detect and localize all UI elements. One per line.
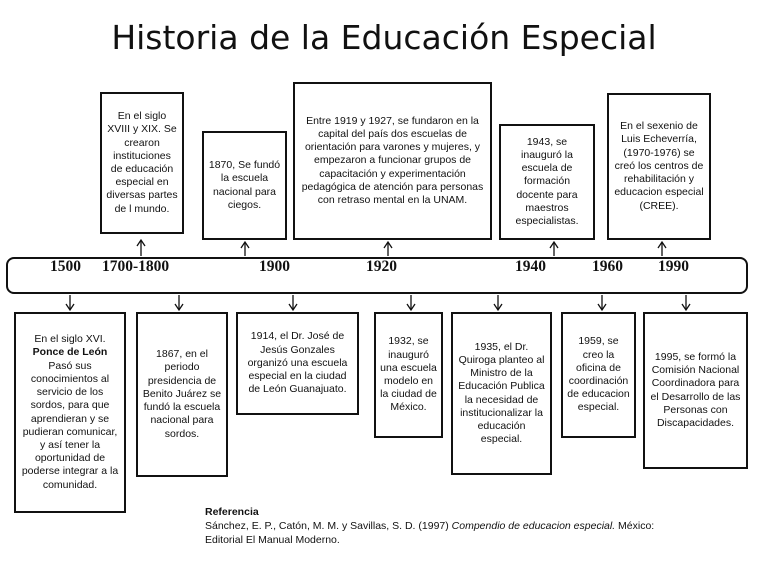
arrow-up-icon xyxy=(658,242,666,256)
event-text: 1943, se inauguró la escuela de formación docente para maestros especialistas. xyxy=(515,135,579,227)
year-label-1900: 1900 xyxy=(259,258,290,275)
year-label-1990: 1990 xyxy=(658,258,689,275)
arrow-down-icon xyxy=(175,295,183,310)
arrow-down-icon xyxy=(289,295,297,310)
event-text: 1867, en el periodo presidencia de Benito Juárez se fundó la escuela nacional para sordos. xyxy=(142,348,222,440)
reference-after-book: México: xyxy=(615,520,655,532)
reference-heading: Referencia xyxy=(205,506,259,518)
arrow-down-icon xyxy=(494,295,502,310)
event-text: En el sexenio de Luis Echeverría, (1970-1976) se creó los centros de rehabilitación y educacion especial (CREE). xyxy=(614,120,704,212)
event-text-rest: Pasó sus conocimientos al servicio de los sordos, para que aprendieran y se pudieran comunicar, y así tener la oportunidad de poderse integrar a la comunidad. xyxy=(21,359,119,491)
reference-authors: Sánchez, E. P., Catón, M. M. y Savillas, S. D. (1997) xyxy=(205,520,452,532)
arrow-up-icon xyxy=(550,242,558,256)
event-text: 1870, Se fundó la escuela nacional para ciegos. xyxy=(208,159,281,211)
page-title: Historia de la Educación Especial xyxy=(111,18,657,57)
event-text: 1995, se formó la Comisión Nacional Coordinadora para el Desarrollo de las Personas con Discapacidades. xyxy=(650,350,741,429)
year-label-1920: 1920 xyxy=(366,258,397,275)
event-text-bold: Ponce de León xyxy=(32,346,108,359)
reference-section xyxy=(205,505,745,547)
year-label-1940: 1940 xyxy=(515,258,546,275)
year-label-1500: 1500 xyxy=(50,258,81,275)
year-label-1700-1800: 1700-1800 xyxy=(102,258,170,275)
reference-publisher: Editorial El Manual Moderno. xyxy=(205,534,340,546)
arrow-down-icon xyxy=(407,295,415,310)
arrow-down-icon xyxy=(598,295,606,310)
year-label-1960: 1960 xyxy=(592,258,623,275)
event-text: En el siglo XVIII y XIX. Se crearon instituciones de educación especial en diversas partes de l mundo. xyxy=(106,110,178,215)
event-text: 1914, el Dr. José de Jesús Gonzales organizó una escuela especial en la ciudad de León Guanajuato. xyxy=(247,330,348,396)
event-text: 1935, el Dr. Quiroga planteo al Ministro de la Educación Publica la necesidad de institucionalizar la educación especial. xyxy=(458,340,545,446)
arrow-up-icon xyxy=(384,242,392,256)
event-text: 1959, se creo la oficina de coordinación de educacion especial. xyxy=(567,335,630,414)
event-text: 1932, se inauguró una escuela modelo en la ciudad de México. xyxy=(380,335,437,414)
reference-citation xyxy=(205,519,745,533)
reference-book: Compendio de educacion especial. xyxy=(451,520,616,532)
arrow-down-icon xyxy=(682,295,690,310)
arrow-up-icon xyxy=(137,240,145,256)
arrow-up-icon xyxy=(241,242,249,256)
arrow-down-icon xyxy=(66,295,74,310)
event-text: Entre 1919 y 1927, se fundaron en la capital del país dos escuelas de orientación para varones y mujeres, y empezaron a funcionar grupos de capacitación y experimentación pedagógica de atención para personas con retraso mental en la UNAM. xyxy=(301,114,484,206)
event-text-line1: En el siglo XVI. xyxy=(34,333,106,346)
